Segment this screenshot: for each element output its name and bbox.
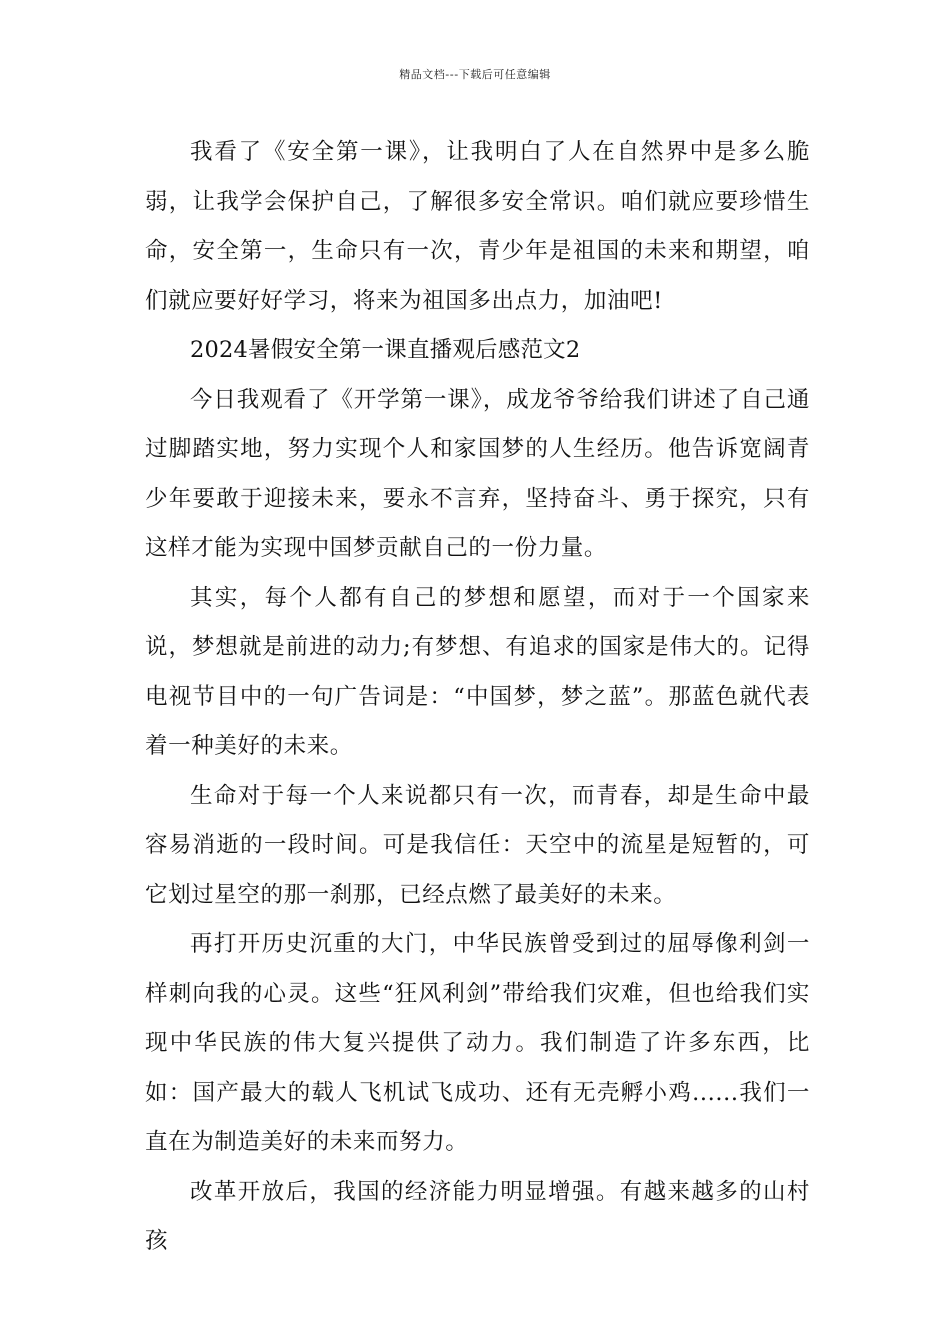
header-note: 精品文档---下载后可任意编辑 [399, 68, 551, 81]
paragraph-1: 我看了《安全第一课》，让我明白了人在自然界中是多么脆弱，让我学会保护自己，了解很多安全常识。咱们就应要珍惜生命，安全第一，生命只有一次，青少年是祖国的未来和期望，咱们就应要好好学习，将来为祖国多出点力，加油吧! [145, 139, 810, 314]
document-body [145, 128, 810, 1267]
paragraph-3: 其实，每个人都有自己的梦想和愿望，而对于一个国家来说，梦想就是前进的动力;有梦想、有追求的国家是伟大的。记得电视节目中的一句广告词是：“中国梦，梦之蓝”。那蓝色就代表着一种美好的未来。 [145, 584, 810, 759]
section-heading: 2024暑假安全第一课直播观后感范文2 [190, 337, 581, 363]
paragraph-5: 再打开历史沉重的大门，中华民族曾受到过的屈辱像利剑一样刺向我的心灵。这些“狂风利剑”带给我们灾难，但也给我们实现中华民族的伟大复兴提供了动力。我们制造了许多东西，比如：国产最大的载人飞机试飞成功、还有无壳孵小鸡......我们一直在为制造美好的未来而努力。 [145, 931, 810, 1155]
paragraph-4: 生命对于每一个人来说都只有一次，而青春，却是生命中最容易消逝的一段时间。可是我信任：天空中的流星是短暂的，可它划过星空的那一刹那，已经点燃了最美好的未来。 [145, 782, 810, 908]
paragraph-2: 今日我观看了《开学第一课》，成龙爷爷给我们讲述了自己通过脚踏实地，努力实现个人和家国梦的人生经历。他告诉宽阔青少年要敢于迎接未来，要永不言弃，坚持奋斗、勇于探究，只有这样才能为实现中国梦贡献自己的一份力量。 [145, 386, 810, 561]
paragraph-6: 改革开放后，我国的经济能力明显增强。有越来越多的山村孩 [145, 1178, 810, 1254]
